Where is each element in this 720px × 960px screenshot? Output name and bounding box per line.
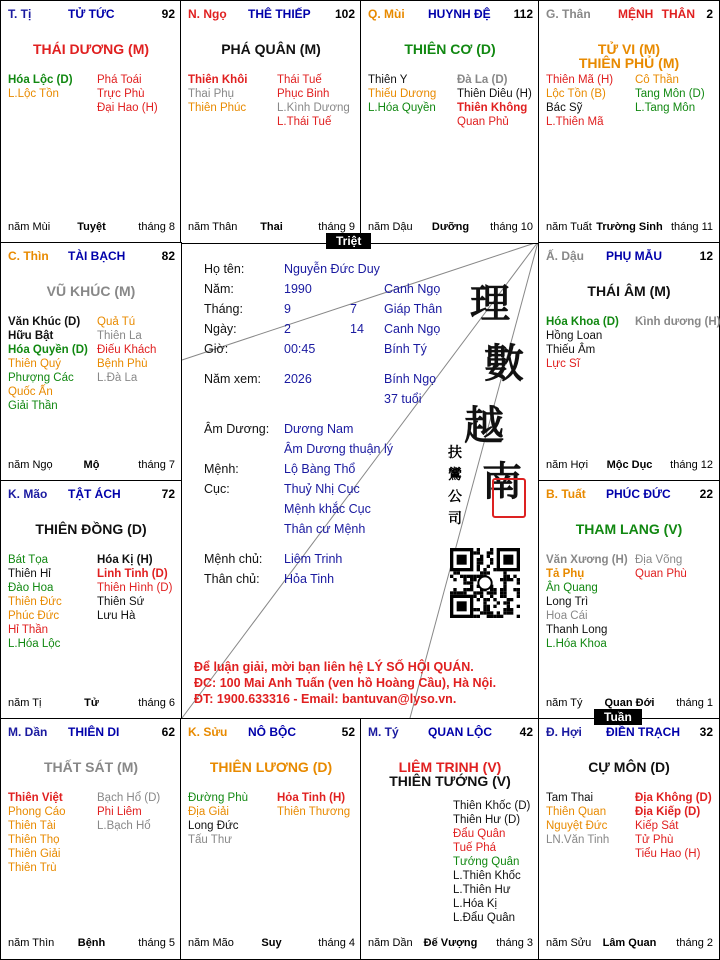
stars-right <box>277 73 350 129</box>
palace-month: tháng 12 <box>670 459 713 471</box>
contact-line-2: ĐC: 100 Mai Anh Tuấn (ven hồ Hoàng Cầu), Hà Nội. <box>194 676 497 690</box>
star-left: Thiên Đức <box>8 596 62 608</box>
palace-header <box>8 249 175 265</box>
star-left: Long Đức <box>188 820 239 832</box>
star-left: Thiên Quan <box>546 806 607 818</box>
palace-footer <box>188 937 355 951</box>
stars-right <box>453 799 530 925</box>
palace-month: tháng 8 <box>138 221 175 233</box>
star-left: Đường Phù <box>188 792 248 804</box>
star-right: Địa Không (D) <box>635 792 712 804</box>
stars-left <box>8 73 73 101</box>
palace-branch: G. Thân <box>546 7 591 21</box>
palace-cell-ngo <box>180 0 362 244</box>
brand-character: 南 <box>482 458 522 505</box>
stars-left <box>188 73 247 115</box>
info-canchi: Canh Ngọ <box>384 282 441 296</box>
palace-year: năm Sửu <box>546 937 592 949</box>
palace-name: TÀI BẠCH <box>68 249 126 263</box>
star-left: Thiếu Dương <box>368 88 437 100</box>
palace-number: 32 <box>699 725 713 739</box>
palace-month: tháng 10 <box>490 221 533 233</box>
center-info-panel <box>182 242 538 718</box>
palace-stage: Tuyệt <box>77 221 106 233</box>
palace-month: tháng 1 <box>676 697 713 709</box>
stars-right <box>635 791 712 861</box>
star-right: Hóa Kị (H) <box>97 554 153 566</box>
palace-header <box>8 7 175 23</box>
palace-month: tháng 2 <box>676 937 713 949</box>
palace-year: năm Hợi <box>546 459 589 471</box>
main-star: TỬ VI (M) <box>597 41 661 57</box>
info-value: 1990 <box>284 282 312 296</box>
cuc: Thuỷ Nhị Cục <box>284 482 360 496</box>
palace-header <box>546 725 713 741</box>
star-right: Tuế Phá <box>453 842 497 854</box>
info-label: Giờ: <box>204 342 229 356</box>
info-value: 2 <box>284 322 291 336</box>
star-right: L.Đà La <box>97 372 138 384</box>
star-left: LN.Văn Tinh <box>546 834 610 846</box>
seal-character: 鸞 <box>448 467 462 483</box>
star-right: L.Thiên Hư <box>453 884 511 896</box>
star-left: Lộc Tồn (B) <box>546 88 606 100</box>
star-right: Tử Phù <box>635 834 674 846</box>
palace-header <box>8 725 175 741</box>
star-right: Thiên Không <box>457 102 528 114</box>
info-label: Năm xem: <box>204 372 261 386</box>
star-left: Tấu Thư <box>188 834 232 846</box>
palace-name-2: THÂN <box>661 7 695 21</box>
palace-branch: Q. Mùi <box>368 7 405 21</box>
star-right: Thiên Khốc (D) <box>453 800 531 812</box>
palace-year: năm Ngọ <box>8 459 53 471</box>
main-star: THIÊN ĐỒNG (D) <box>35 521 147 537</box>
star-right: Kình dương (H) <box>635 316 720 328</box>
palace-header <box>188 725 355 741</box>
star-right: Quan Phủ <box>457 116 509 128</box>
star-left: Thiên Thọ <box>8 834 60 846</box>
stars-right <box>457 73 532 129</box>
palace-cell-hoi <box>538 718 720 960</box>
star-left: Hồng Loan <box>546 330 603 342</box>
palace-year: năm Dậu <box>368 221 413 233</box>
star-left: L.Hóa Khoa <box>546 638 607 650</box>
palace-footer <box>368 221 533 235</box>
palace-branch: K. Sửu <box>188 725 228 739</box>
star-right: L.Đẩu Quân <box>453 912 516 924</box>
info-label: Tháng: <box>204 302 243 316</box>
age: 37 tuổi <box>384 392 422 406</box>
palace-month: tháng 7 <box>138 459 175 471</box>
star-right: Quả Tú <box>97 316 136 328</box>
star-right: Phá Toái <box>97 74 142 86</box>
star-left: L.Thiên Mã <box>546 116 604 128</box>
stars-right <box>277 791 350 819</box>
star-right: Bạch Hổ (D) <box>97 792 161 804</box>
palace-branch: B. Tuất <box>546 487 586 501</box>
palace-name: MỆNH <box>618 7 654 21</box>
star-right: Hỏa Tinh (H) <box>277 792 346 804</box>
star-right: L.Kình Dương <box>277 102 350 114</box>
star-right: Phi Liêm <box>97 806 142 818</box>
main-star: VŨ KHÚC (M) <box>46 283 136 299</box>
info-label: Ngày: <box>204 322 237 336</box>
star-right: Linh Tinh (D) <box>97 568 168 580</box>
stars-left <box>368 73 436 115</box>
than-chu-label: Thân chủ: <box>204 572 260 586</box>
contact-line-1: Để luận giải, mời bạn liên hệ LÝ SỐ HỘI QUÁN. <box>194 660 474 674</box>
palace-number: 2 <box>706 7 713 21</box>
palace-branch: C. Thìn <box>8 249 49 263</box>
palace-branch: M. Tý <box>368 725 399 739</box>
palace-year: năm Tý <box>546 697 583 709</box>
stars-left <box>546 553 628 651</box>
menh-chu-label: Mệnh chủ: <box>204 552 263 566</box>
stars-left <box>546 315 619 371</box>
info-canchi: Canh Ngọ <box>384 322 441 336</box>
main-star: THÁI ÂM (M) <box>587 283 671 299</box>
palace-header <box>368 7 533 23</box>
main-star: LIÊM TRINH (V) <box>398 759 502 775</box>
stars-right <box>97 791 160 833</box>
palace-branch: K. Mão <box>8 487 48 501</box>
main-star: THIÊN LƯƠNG (D) <box>209 759 333 775</box>
palace-month: tháng 3 <box>496 937 533 949</box>
star-right: Tiểu Hao (H) <box>635 848 701 860</box>
star-left: Lực Sĩ <box>546 358 580 370</box>
than-chu: Hỏa Tinh <box>284 572 335 586</box>
palace-number: 102 <box>334 7 355 21</box>
star-left: Văn Khúc (D) <box>8 316 81 328</box>
star-left: Ân Quang <box>546 582 598 594</box>
star-left: Thai Phụ <box>188 88 235 100</box>
am-duong: Dương Nam <box>284 422 354 436</box>
palace-branch: M. Dần <box>8 725 48 739</box>
star-left: Thiên Việt <box>8 792 63 804</box>
main-star: THẤT SÁT (M) <box>43 759 139 775</box>
palace-year: năm Mão <box>188 937 234 949</box>
palace-footer <box>546 221 713 235</box>
star-left: L.Lộc Tồn <box>8 88 59 100</box>
palace-branch: Ấ. Dậu <box>546 249 585 263</box>
stars-left <box>546 73 613 129</box>
star-right: Lưu Hà <box>97 610 136 622</box>
cuc-note-2: Thân cư Mệnh <box>284 522 366 536</box>
star-right: Điếu Khách <box>97 344 157 356</box>
main-star: THAM LANG (V) <box>575 521 683 537</box>
star-right: L.Bạch Hổ <box>97 820 151 832</box>
palace-cell-tuat <box>538 480 720 720</box>
star-left: Hỉ Thần <box>8 624 49 636</box>
palace-cell-mui <box>360 0 540 244</box>
star-left: Đào Hoa <box>8 582 54 594</box>
palace-stage: Tử <box>84 697 99 709</box>
star-right: Thiên Diêu (H) <box>457 88 532 100</box>
palace-footer <box>546 459 713 473</box>
palace-footer <box>546 937 713 951</box>
palace-name: HUYNH ĐỆ <box>428 7 491 21</box>
star-left: Phượng Các <box>8 372 74 384</box>
star-right: Đẩu Quân <box>453 828 506 840</box>
info-canchi: Giáp Thân <box>384 302 443 316</box>
star-right: L.Thái Tuế <box>277 116 332 128</box>
palace-name: TẬT ÁCH <box>68 487 121 501</box>
info-value-lunar: 7 <box>350 302 357 316</box>
triet-tag: Triệt <box>326 233 371 249</box>
palace-header <box>546 7 713 23</box>
stars-left <box>188 791 248 847</box>
star-left: Nguyệt Đức <box>546 820 608 832</box>
info-label: Năm: <box>204 282 234 296</box>
star-left: Thiên Hỉ <box>8 568 51 580</box>
contact-line-3: ĐT: 1900.633316 - Email: bantuvan@lyso.vn. <box>194 692 457 706</box>
star-right: L.Hóa Kị <box>453 898 498 910</box>
palace-month: tháng 11 <box>670 221 713 233</box>
main-star: THÁI DƯƠNG (M) <box>32 41 150 57</box>
star-right: Tang Môn (D) <box>635 88 705 100</box>
palace-number: 12 <box>699 249 713 263</box>
main-star: CỰ MÔN (D) <box>588 759 670 775</box>
star-left: Thiên Y <box>368 74 408 86</box>
info-value-lunar: 14 <box>350 322 364 336</box>
star-left: Quốc Ấn <box>8 386 53 398</box>
palace-year: năm Tị <box>8 697 42 709</box>
palace-month: tháng 4 <box>318 937 355 949</box>
star-right: Đà La (D) <box>457 74 508 86</box>
star-right: Thiên La <box>97 330 142 342</box>
star-right: L.Tang Môn <box>635 102 696 114</box>
palace-number: 92 <box>161 7 175 21</box>
star-left: Thiên Quý <box>8 358 62 370</box>
palace-header <box>188 7 355 23</box>
palace-cell-ty <box>360 718 540 960</box>
palace-cell-mao <box>0 480 182 720</box>
info-label: Họ tên: <box>204 262 245 276</box>
star-left: Thiên Tài <box>8 820 56 832</box>
palace-name: QUAN LỘC <box>428 725 492 739</box>
palace-number: 52 <box>341 725 355 739</box>
palace-cell-ti <box>0 0 182 244</box>
palace-header <box>546 249 713 265</box>
stars-right <box>97 553 172 623</box>
palace-month: tháng 6 <box>138 697 175 709</box>
palace-cell-thin <box>0 242 182 482</box>
star-left: Hóa Lộc (D) <box>8 74 73 86</box>
palace-name: TỬ TỨC <box>68 7 115 21</box>
palace-year: năm Thìn <box>8 937 55 949</box>
info-canchi: Bính Ngọ <box>384 372 437 386</box>
star-left: Hóa Khoa (D) <box>546 316 619 328</box>
cuc-label: Cục: <box>204 482 230 496</box>
palace-stage: Lâm Quan <box>602 937 657 949</box>
stars-right <box>635 73 705 115</box>
palace-stage: Trường Sinh <box>596 221 663 233</box>
palace-month: tháng 5 <box>138 937 175 949</box>
palace-stage: Quan Đới <box>604 697 655 709</box>
palace-cell-dan <box>0 718 182 960</box>
stars-left <box>8 553 62 651</box>
star-left: Hữu Bật <box>8 330 54 342</box>
star-right: Đại Hao (H) <box>97 102 158 114</box>
star-left: Địa Giải <box>188 806 229 818</box>
star-left: Hoa Cái <box>546 610 588 622</box>
star-left: L.Hóa Lộc <box>8 638 61 650</box>
star-right: Địa Kiếp (D) <box>635 806 701 818</box>
info-value: Nguyễn Đức Duy <box>284 262 380 276</box>
menh-chu: Liêm Trinh <box>284 552 343 566</box>
star-left: Thiên Khôi <box>188 74 248 86</box>
brand-character: 理 <box>470 280 510 327</box>
star-right: Kiếp Sát <box>635 820 679 832</box>
main-star: THIÊN TƯỚNG (V) <box>389 773 511 789</box>
palace-header <box>8 487 175 503</box>
palace-footer <box>368 937 533 951</box>
info-value: 2026 <box>284 372 312 386</box>
palace-stage: Thai <box>260 221 283 233</box>
palace-footer <box>8 459 175 473</box>
star-left: L.Hóa Quyền <box>368 102 436 114</box>
palace-stage: Dưỡng <box>431 221 470 233</box>
palace-branch: Đ. Hợi <box>546 725 582 739</box>
palace-number: 82 <box>161 249 175 263</box>
star-right: Thái Tuế <box>277 74 322 86</box>
palace-number: 42 <box>519 725 533 739</box>
stars-left <box>8 315 88 413</box>
palace-name: PHỤ MẪU <box>606 249 662 263</box>
menh: Lộ Bàng Thổ <box>284 462 356 476</box>
star-right: Bệnh Phù <box>97 358 148 370</box>
info-canchi: Bính Tý <box>384 342 427 356</box>
palace-stage: Mộ <box>83 459 100 471</box>
star-left: Giải Thần <box>8 400 58 412</box>
star-left: Thanh Long <box>546 624 608 636</box>
palace-stage: Đế Vượng <box>423 937 478 949</box>
tuan-tag: Tuần <box>594 709 642 725</box>
palace-number: 72 <box>161 487 175 501</box>
am-duong-label: Âm Dương: <box>204 422 270 436</box>
palace-name: THIÊN DI <box>68 725 120 739</box>
palace-branch: N. Ngọ <box>188 7 227 21</box>
star-right: Quan Phù <box>635 568 687 580</box>
star-left: Hóa Quyền (D) <box>8 344 88 356</box>
main-star: PHÁ QUÂN (M) <box>221 41 321 57</box>
star-left: Tam Thai <box>546 792 594 804</box>
red-seal-stamp <box>492 478 526 518</box>
palace-header <box>368 725 533 741</box>
star-right: Cô Thần <box>635 74 679 86</box>
seal-character: 扶 <box>448 445 462 461</box>
qr-code <box>450 548 520 618</box>
main-star: THIÊN PHỦ (M) <box>578 55 680 71</box>
star-left: Thiên Giải <box>8 848 61 860</box>
palace-year: năm Mùi <box>8 221 51 233</box>
palace-number: 22 <box>699 487 713 501</box>
palace-number: 62 <box>161 725 175 739</box>
palace-footer <box>8 221 175 235</box>
star-left: Thiếu Âm <box>546 344 596 356</box>
menh-label: Mệnh: <box>204 462 239 476</box>
palace-cell-dau <box>538 242 720 482</box>
star-right: Trực Phù <box>97 88 145 100</box>
info-value: 00:45 <box>284 342 316 356</box>
star-left: Thiên Trù <box>8 862 57 874</box>
seal-character: 公 <box>448 489 462 505</box>
brand-character: 數 <box>484 340 524 387</box>
palace-header <box>546 487 713 503</box>
palace-branch: T. Tị <box>8 7 32 21</box>
stars-left <box>8 791 66 875</box>
star-left: Thiên Phúc <box>188 102 247 114</box>
star-left: Văn Xương (H) <box>546 554 628 566</box>
star-right: Phục Binh <box>277 88 330 100</box>
stars-right <box>97 73 158 115</box>
star-left: Phong Cáo <box>8 806 66 818</box>
star-left: Phúc Đức <box>8 610 60 622</box>
palace-number: 112 <box>513 7 533 21</box>
stars-right <box>635 553 687 581</box>
brand-character: 越 <box>464 402 504 449</box>
seal-character: 司 <box>448 511 462 527</box>
star-right: Thiên Thương <box>277 806 351 818</box>
info-value: 9 <box>284 302 291 316</box>
star-right: Thiên Hình (D) <box>97 582 173 594</box>
palace-name: NÔ BỘC <box>248 725 296 739</box>
palace-year: năm Thân <box>188 221 238 233</box>
star-left: Tả Phụ <box>546 568 585 580</box>
star-right: L.Thiên Khốc <box>453 870 521 882</box>
palace-stage: Suy <box>261 937 282 949</box>
star-left: Long Trì <box>546 596 589 608</box>
palace-name: PHÚC ĐỨC <box>606 487 671 501</box>
palace-footer <box>8 937 175 951</box>
stars-left <box>546 791 609 847</box>
star-right: Địa Võng <box>635 554 683 566</box>
am-duong-note: Âm Dương thuận lý <box>284 442 393 456</box>
palace-month: tháng 9 <box>318 221 355 233</box>
stars-right <box>635 315 720 329</box>
palace-cell-suu <box>180 718 362 960</box>
palace-footer <box>8 697 175 711</box>
star-right: Thiên Sứ <box>97 596 145 608</box>
star-right: Tướng Quân <box>453 856 520 868</box>
palace-year: năm Dần <box>368 937 413 949</box>
star-left: Bát Tọa <box>8 554 49 566</box>
main-star: THIÊN CƠ (D) <box>404 41 496 57</box>
star-right: Thiên Hư (D) <box>453 814 521 826</box>
star-left: Thiên Mã (H) <box>546 74 614 86</box>
palace-name: ĐIỀN TRẠCH <box>606 725 680 739</box>
palace-year: năm Tuất <box>546 221 592 233</box>
palace-stage: Bệnh <box>77 937 106 949</box>
palace-stage: Mộc Dục <box>606 459 653 471</box>
palace-cell-than <box>538 0 720 244</box>
stars-right <box>97 315 156 385</box>
palace-name: THÊ THIẾP <box>248 7 311 21</box>
star-left: Bác Sỹ <box>546 102 583 114</box>
cuc-note-1: Mệnh khắc Cục <box>284 502 371 516</box>
